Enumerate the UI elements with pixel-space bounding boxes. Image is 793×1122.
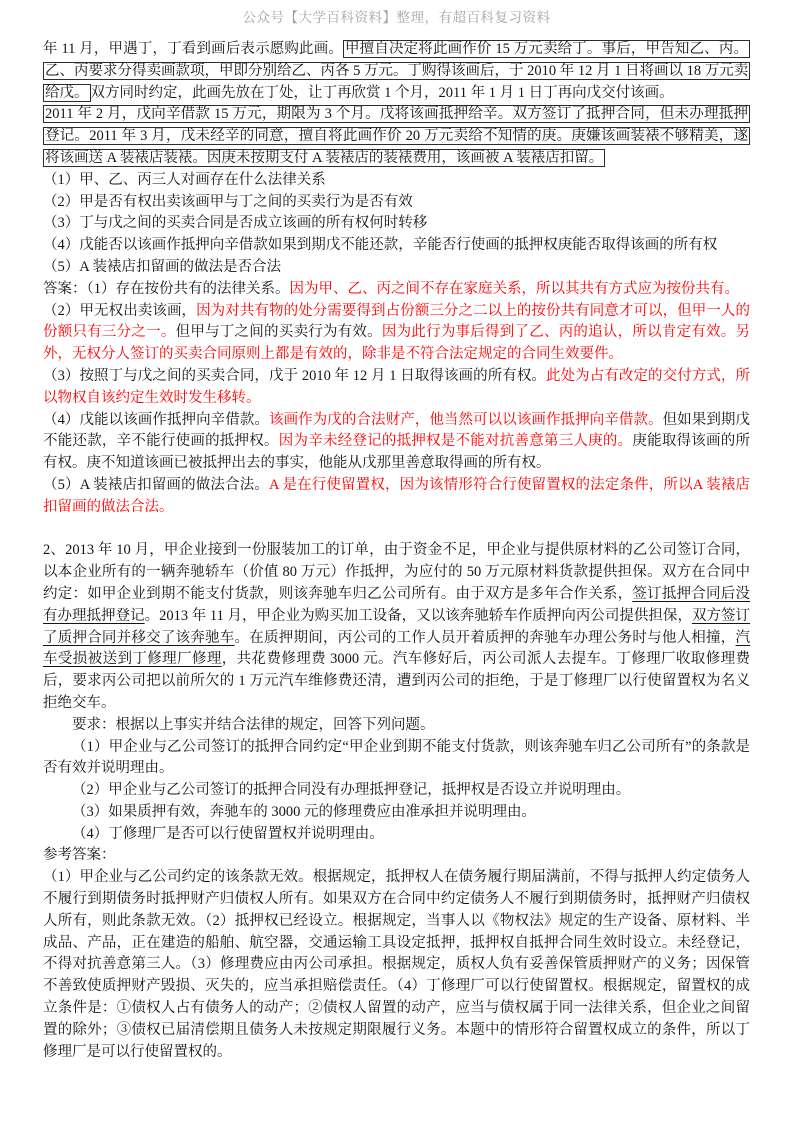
text-segment: 。2013 年 11 月，甲企业为购买加工设备，又以该奔驰轿车作质押向丙公司提供担保， <box>144 607 692 624</box>
text-segment: （2）甲是否有权出卖该画甲与丁之间的买卖行为是否有效 <box>43 193 413 210</box>
q1-answer-2 <box>43 301 750 366</box>
text-segment: 但如果到期戊不能还款，辛不能行使画的抵押权。 <box>43 411 750 450</box>
text-segment: 。在质押期间，丙公司的工作人员开着质押的奔驰车办理公务时与他人相撞， <box>234 629 736 646</box>
q2-reference-answer-label <box>43 845 750 867</box>
text-segment: （3）按照丁与戊之间的买卖合同，戊于 2010 年 12 月 1 日取得该画的所有权。 <box>43 367 547 384</box>
text-segment: （5）A 装裱店扣留画的做法合法。 <box>43 476 269 493</box>
q1-facts-part2 <box>43 104 750 169</box>
text-segment: （1）甲、乙、丙三人对画存在什么法律关系 <box>43 171 326 188</box>
text-segment: 参考答案： <box>43 847 116 864</box>
text-segment: （2）甲无权出卖该画， <box>43 302 197 319</box>
q2-require-4 <box>43 824 750 846</box>
q1-item-4 <box>43 235 750 257</box>
q1-item-3 <box>43 213 750 235</box>
q2-require-3 <box>43 802 750 824</box>
text-segment: 因为对共有物的处分需要得到占份额三分之二以上的按份共有同意才可以，但甲一人的份额只有三分之一。 <box>43 302 750 341</box>
text-segment: A 是在行使留置权，因为该情形符合行使留置权的法定条件，所以A 装裱店扣留画的做法合法。 <box>43 476 750 515</box>
text-segment: 2、2013 年 10 月，甲企业接到一份服装加工的订单，由于资金不足，甲企业与提供原材料的乙公司签订合同，以本企业所有的一辆奔驰轿车（价值 80 万元）作抵押，为应付的 50 万元原材料货款提供担保。双方在合同中约定：如甲企业到期不能支付货款，则该奔驰车归乙公司所有。由于双方是多年合作关系， <box>43 542 750 602</box>
text-segment: 但甲与丁之间的买卖行为有效。 <box>175 324 382 341</box>
q2-require-intro <box>43 715 750 737</box>
q1-answer-3 <box>43 366 750 410</box>
text-segment: （3）丁与戊之间的买卖合同是否成立该画的所有权何时转移 <box>43 215 428 232</box>
q1-facts-part1 <box>43 39 750 104</box>
text-segment: 该画作为戊的合法财产，他当然可以以该画作抵押向辛借款。 <box>269 411 663 428</box>
q1-item-5 <box>43 257 750 279</box>
q1-answer-1 <box>43 279 750 301</box>
text-segment: 此处为占有改定的交付方式，所以物权自该约定生效时发生移转。 <box>43 367 751 406</box>
page-header-title: 公众号【大学百科资料】整理，有超百科复习资料 <box>242 10 551 25</box>
text-segment: （2）甲企业与乙公司签订的抵押合同没有办理抵押登记，抵押权是否设立并说明理由。 <box>72 782 631 799</box>
text-segment: 年 11 月，甲遇丁，丁看到画后表示愿购此画。 <box>43 41 344 57</box>
text-segment: 因为辛未经登记的抵押权是不能对抗善意第三人庚的。 <box>278 433 633 450</box>
text-segment: 双方签订了质押合同并移交了该奔驰车 <box>43 607 751 646</box>
text-segment: 因为甲、乙、丙之间不存在家庭关系，所以其共有方式应为按份共有。 <box>289 280 739 297</box>
text-segment: （4）戊能否以该画作抵押向辛借款如果到期戊不能还款，辛能否行使画的抵押权庚能否取得该画的所有权 <box>43 237 718 254</box>
text-segment: 双方同时约定，此画先放在丁处，让丁再欣赏 1 个月，2011 年 1 月 1 日丁再向戊交付该画。 <box>90 84 674 101</box>
text-segment: 甲擅自决定将此画作价 15 万元卖给丁。事后，甲告知乙、丙。乙、丙要求分得卖画款项，甲即分别给乙、丙各 5 万元。丁购得该画后，于 2010 年 12 月 1 日将画以 18 万元卖给戊。 <box>45 41 749 101</box>
text-segment: 要求：根据以上事实并结合法律的规定，回答下列问题。 <box>72 716 435 733</box>
document-body <box>43 39 750 1063</box>
spacer <box>43 519 750 541</box>
text-segment: （4）丁修理厂是否可以行使留置权并说明理由。 <box>72 825 384 842</box>
text-segment: 签订抵押合同后没有办理抵押登记 <box>43 585 750 624</box>
q1-item-1 <box>43 170 750 192</box>
q1-answer-5 <box>43 475 750 519</box>
q2-reference-answer-body <box>43 867 750 1063</box>
text-segment: （1）甲企业与乙公司签订的抵押合同约定“甲企业到期不能支付货款，则该奔驰车归乙公司所有”的条款是否有效并说明理由。 <box>43 738 750 777</box>
q2-require-2 <box>43 780 750 802</box>
text-segment: 因为此行为事后得到了乙、丙的追认，所以肯定有效。另外，无权分人签订的买卖合同原则上都是有效的，除非是不符合法定规定的合同生效要件。 <box>43 324 751 363</box>
text-segment: 汽车受损被送到丁修理厂修理 <box>43 629 751 668</box>
text-segment: ，共花费修理费 3000 元。汽车修好后，丙公司派人去提车。丁修理厂收取修理费后，要求丙公司把以前所欠的 1 万元汽车维修费还清，遭到丙公司的拒绝，于是丁修理厂以行使留置权为名义拒绝交车。 <box>43 651 751 711</box>
q1-item-2 <box>43 192 750 214</box>
text-segment: （4）戊能以该画作抵押向辛借款。 <box>43 411 269 428</box>
text-segment: 答案：（1）存在按份共有的法律关系。 <box>43 280 290 297</box>
text-segment: 庚能取得该画的所有权。庚不知道该画已被抵押出去的事实，他能从戊那里善意取得画的所有权。 <box>43 433 751 472</box>
q2-facts <box>43 540 750 714</box>
text-segment: 2011 年 2 月，戊向辛借款 15 万元，期限为 3 个月。戊将该画抵押给辛。双方签订了抵押合同，但未办理抵押登记。2011 年 3 月，戊未经辛的同意，擅自将此画作价 20 万元卖给不知情的庚。庚嫌该画装裱不够精美，遂将该画送 A 装裱店装裱。因庚未按期支付 A 装裱店的装裱费用，该画被 A 装裱店扣留。 <box>45 106 748 166</box>
text-segment: （3）如果质押有效，奔驰车的 3000 元的修理费应由准承担并说明理由。 <box>72 803 536 820</box>
q2-require-1 <box>43 737 750 781</box>
text-segment: （1）甲企业与乙公司约定的该条款无效。根据规定，抵押权人在债务履行期届满前，不得与抵押人约定债务人不履行到期债务时抵押财产归债权人所有。如果双方在合同中约定债务人不履行到期债务时，抵押财产归债权人所有，则此条款无效。（2）抵押权已经设立。根据规定，当事人以《物权法》规定的生产设备、原材料、半成品、产品，正在建造的船舶、航空器，交通运输工具设定抵押，抵押权自抵押合同生效时设立。未经登记，不得对抗善意第三人。（3）修理费应由丙公司承担。根据规定，质权人负有妥善保管质押财产的义务；因保管不善致使质押财产毁损、灭失的，应当承担赔偿责任。（4）丁修理厂可以行使留置权。根据规定，留置权的成立条件是：①债权人占有债务人的动产；②债权人留置的动产，应当与债权属于同一法律关系，但企业之间留置的除外；③债权已届清偿期且债务人未按规定期限履行义务。本题中的情形符合留置权成立的条件，所以丁修理厂是可以行使留置权的。 <box>43 869 750 1060</box>
text-segment: （5）A 装裱店扣留画的做法是否合法 <box>43 258 282 275</box>
q1-answer-4 <box>43 410 750 475</box>
